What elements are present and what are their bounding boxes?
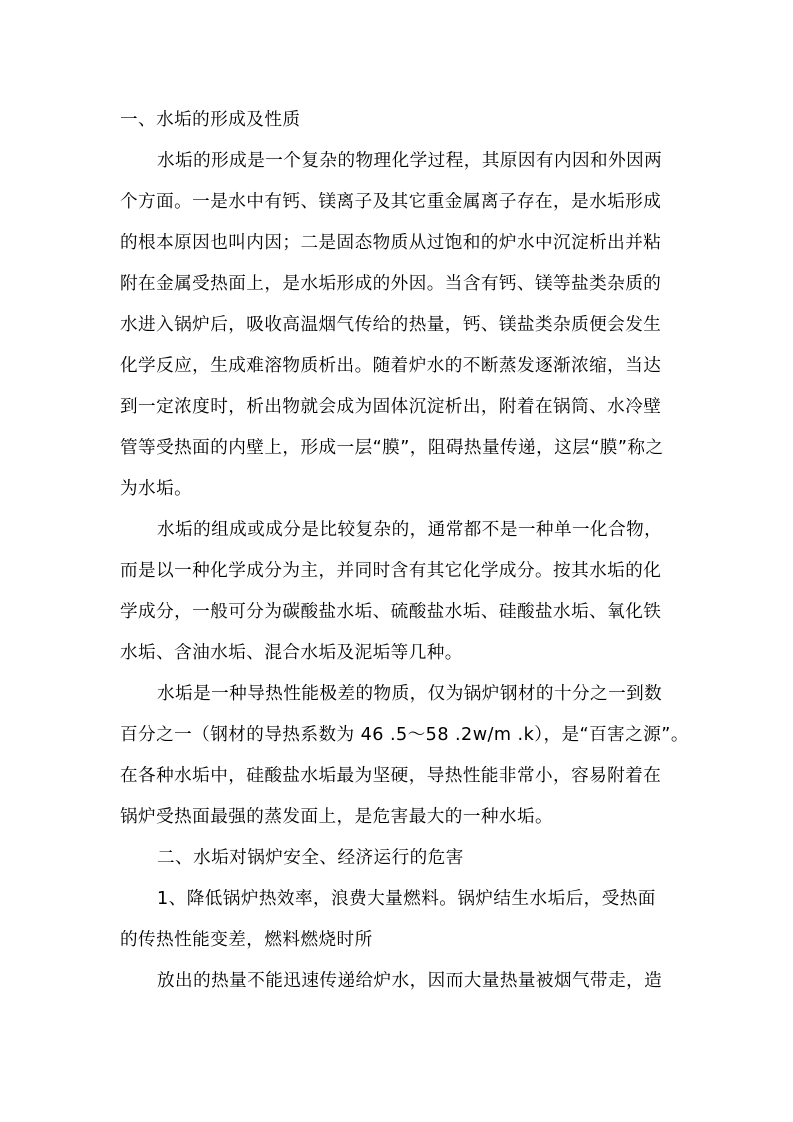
document-page bbox=[120, 100, 689, 1002]
text-line: 在各种水垢中，硅酸盐水垢最为坚硬，导热性能非常小，容易附着在 bbox=[120, 766, 662, 786]
section-heading-1: 一、水垢的形成及性质 bbox=[120, 110, 301, 130]
paragraph-scale-composition bbox=[120, 510, 676, 674]
text-line: 水垢的组成或成分是比较复杂的，通常都不是一种单一化合物， bbox=[157, 520, 663, 540]
text-line: 百分之一（钢材的导热系数为 46 .5～58 .2w/m .k），是“百害之源”。 bbox=[120, 725, 689, 745]
text-line: 水垢的形成是一个复杂的物理化学过程，其原因有内因和外因两 bbox=[157, 151, 663, 171]
text-line: 管等受热面的内壁上，形成一层“膜”，阻碍热量传递，这层“膜”称之 bbox=[120, 438, 664, 458]
paragraph-scale-formation bbox=[120, 141, 676, 510]
text-line: 个方面。一是水中有钙、镁离子及其它重金属离子存在，是水垢形成 bbox=[120, 192, 662, 212]
text-line: 附在金属受热面上，是水垢形成的外因。当含有钙、镁等盐类杂质的 bbox=[120, 274, 662, 294]
text-line: 学成分，一般可分为碳酸盐水垢、硫酸盐水垢、硅酸盐水垢、氧化铁 bbox=[120, 602, 662, 622]
text-line: 放出的热量不能迅速传递给炉水，因而大量热量被烟气带走，造 bbox=[157, 971, 663, 991]
text-line: 而是以一种化学成分为主，并同时含有其它化学成分。按其水垢的化 bbox=[120, 561, 662, 581]
text-line: 1、降低锅炉热效率，浪费大量燃料。锅炉结生水垢后，受热面 bbox=[157, 889, 656, 909]
text-line: 水进入锅炉后，吸收高温烟气传给的热量，钙、镁盐类杂质便会发生 bbox=[120, 315, 662, 335]
text-line: 化学反应，生成难溶物质析出。随着炉水的不断蒸发逐渐浓缩，当达 bbox=[120, 356, 662, 376]
text-line: 水垢是一种导热性能极差的物质，仅为锅炉钢材的十分之一到数 bbox=[157, 684, 663, 704]
text-line: 到一定浓度时，析出物就会成为固体沉淀析出，附着在锅筒、水冷壁 bbox=[120, 397, 662, 417]
paragraph-scale-conductivity bbox=[120, 674, 689, 838]
text-line: 为水垢。 bbox=[120, 479, 193, 499]
paragraph-efficiency-loss bbox=[120, 879, 676, 961]
text-line: 的根本原因也叫内因；二是固态物质从过饱和的炉水中沉淀析出并粘 bbox=[120, 233, 662, 253]
section-heading-2: 二、水垢对锅炉安全、经济运行的危害 bbox=[157, 848, 464, 868]
text-line: 水垢、含油水垢、混合水垢及泥垢等几种。 bbox=[120, 643, 463, 663]
text-line: 的传热性能变差，燃料燃烧时所 bbox=[120, 930, 373, 950]
paragraph-heat-loss bbox=[120, 961, 676, 1002]
text-line: 锅炉受热面最强的蒸发面上，是危害最大的一种水垢。 bbox=[120, 807, 554, 827]
